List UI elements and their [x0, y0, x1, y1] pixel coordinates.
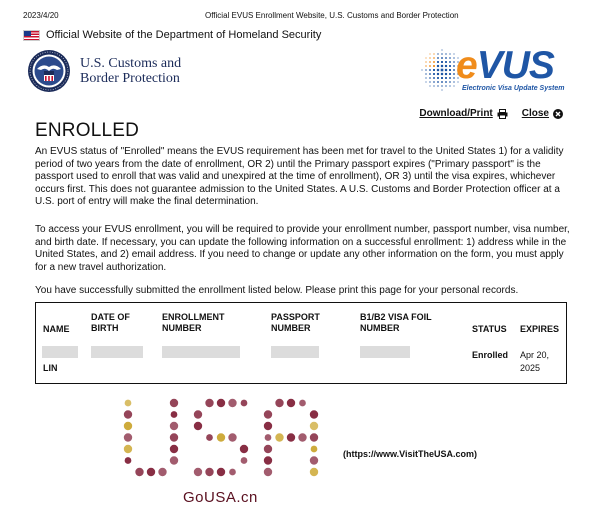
redacted-dob [91, 346, 143, 358]
status-badge: Enrolled [472, 350, 509, 360]
col-header-name: NAME [43, 324, 70, 334]
close-icon[interactable] [553, 109, 563, 119]
gousa-brand: GoUSA.cn [183, 489, 258, 506]
redacted-passport-number [271, 346, 319, 358]
col-header-dob: DATE OF BIRTH [91, 312, 130, 333]
col-header-expires: EXPIRES [520, 324, 560, 334]
evus-tagline: Electronic Visa Update System [462, 85, 565, 92]
redacted-name [42, 346, 78, 358]
access-instructions: To access your EVUS enrollment, you will be required to provide your enrollment number, passport number, visa number, and birth date. If necessary, you can update the following information on a successful enrollment: 1) address while in the United States, and 2) email address. If you need to change or update any other information on the form, you must apply for a new travel authorization. [35, 224, 570, 273]
visit-the-usa-link[interactable]: (https://www.VisitTheUSA.com) [343, 449, 478, 459]
page-actions [419, 108, 563, 119]
printer-icon[interactable] [497, 109, 508, 119]
evus-wordmark: eVUS [456, 44, 554, 87]
agency-name: U.S. Customs and Border Protection [80, 56, 182, 86]
us-flag-icon [23, 30, 40, 41]
col-header-visa-foil: B1/B2 VISA FOIL NUMBER [360, 312, 432, 333]
redacted-enrollment-number [162, 346, 240, 358]
dhs-seal-icon [27, 49, 71, 93]
download-print-link[interactable]: Download/Print [419, 108, 493, 119]
status-explanation: An EVUS status of "Enrolled" means the EVUS requirement has been met for travel to the United States 1) for a validity period of two years from the date of enrollment, OR 2) until the Primary passport expires ("Primary passport" is the passport used to enroll that was valid and unexpired at the time of enrollment), OR 3) until the visa expires, whichever occurs first. This does not guarantee admission to the United States. A U.S. Customs and Border Protection officer at a U.S. port of entry will make the final determination. [35, 146, 564, 207]
expires-value: Apr 20, 2025 [520, 350, 550, 373]
col-header-status: STATUS [472, 324, 507, 334]
redacted-visa-foil-number [360, 346, 410, 358]
document-title: Official EVUS Enrollment Website, U.S. Customs and Border Protection [205, 11, 459, 20]
page-heading: ENROLLED [35, 120, 140, 141]
col-header-enrollment: ENROLLMENT NUMBER [162, 312, 225, 333]
enrollment-table [35, 302, 567, 384]
name-value: LIN [43, 363, 58, 373]
official-site-banner [23, 29, 321, 41]
col-header-passport: PASSPORT NUMBER [271, 312, 320, 333]
official-site-text: Official Website of the Department of Homeland Security [46, 29, 322, 41]
usa-dot-logo [120, 397, 335, 479]
close-link[interactable]: Close [521, 108, 549, 119]
submission-confirmation: You have successfully submitted the enrollment listed below. Please print this page for your personal records. [35, 285, 519, 296]
print-date: 2023/4/20 [23, 11, 59, 20]
